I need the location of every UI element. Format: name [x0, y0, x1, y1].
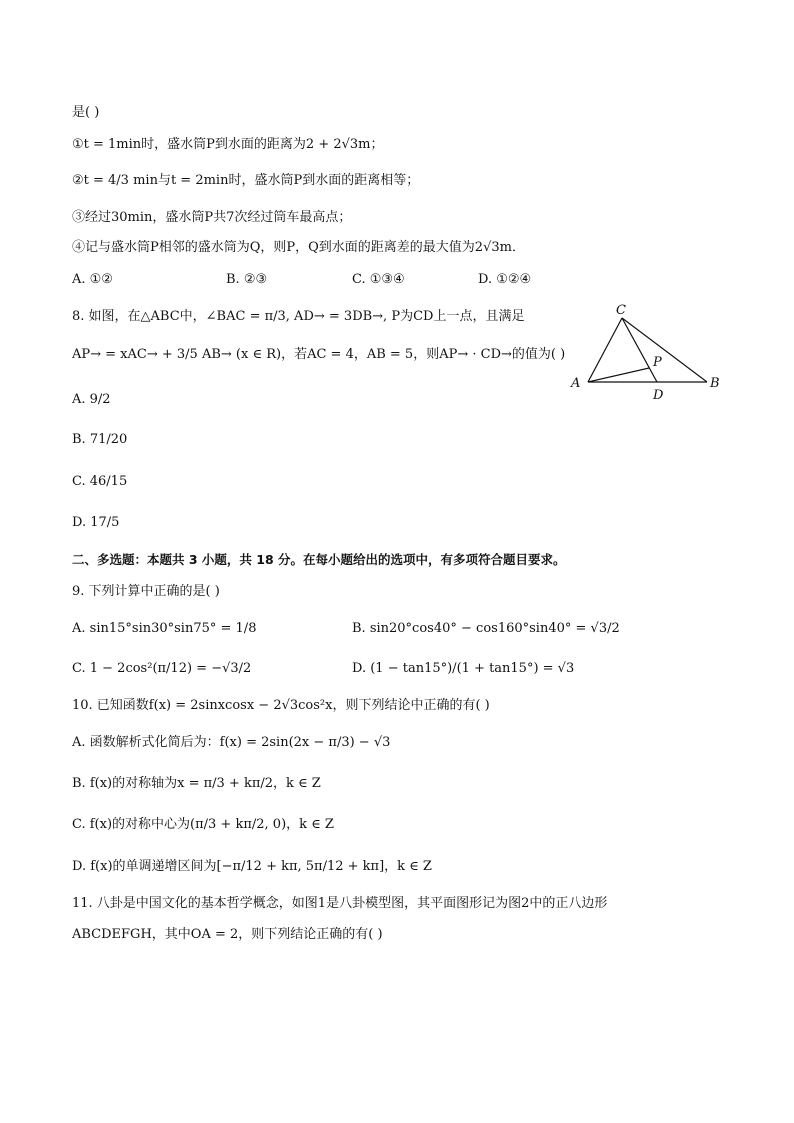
q10-option-d: D. f(x)的单调递增区间为[−π/12 + kπ, 5π/12 + kπ]，k ∈ Z — [72, 859, 432, 874]
segment-ap — [588, 368, 649, 382]
q10-option-c: C. f(x)的对称中心为(π/3 + kπ/2, 0)，k ∈ Z — [72, 817, 334, 832]
label-c: C — [616, 303, 626, 318]
q9-stem: 9. 下列计算中正确的是( ) — [72, 584, 220, 599]
q7-option-c: C. ①③④ — [352, 272, 405, 287]
q8-option-c: C. 46/15 — [72, 474, 128, 489]
q11-stem-line-1: 11. 八卦是中国文化的基本哲学概念，如图1是八卦模型图，其平面图形记为图2中的正八边形 — [72, 896, 608, 911]
label-b: B — [710, 376, 720, 391]
triangle-figure — [565, 298, 735, 408]
q8-stem-line-1: 8. 如图，在△ABC中，∠BAC = π/3, AD→ = 3DB→, P为CD上一点，且满足 — [72, 309, 525, 324]
q10-option-a: A. 函数解析式化简后为：f(x) = 2sin(2x − π/3) − √3 — [72, 735, 391, 750]
q9-option-c: C. 1 − 2cos²(π/12) = −√3/2 — [72, 661, 252, 676]
q9-option-d: D. (1 − tan15°)/(1 + tan15°) = √3 — [352, 661, 575, 676]
q7-statement-4: ④记与盛水筒P相邻的盛水筒为Q，则P，Q到水面的距离差的最大值为2√3m． — [72, 240, 525, 255]
q8-option-d: D. 17/5 — [72, 515, 120, 530]
q7-option-b: B. ②③ — [226, 272, 268, 287]
label-p: P — [653, 355, 662, 370]
q8-stem-line-2: AP→ = xAC→ + 3/5 AB→ (x ∈ R)，若AC = 4，AB = 5，则AP→ · CD→的值为( ) — [72, 347, 566, 362]
label-a: A — [571, 376, 581, 391]
label-d: D — [653, 388, 664, 403]
q11-stem-line-2: ABCDEFGH，其中OA = 2，则下列结论正确的有( ) — [72, 927, 383, 942]
q9-option-a: A. sin15°sin30°sin75° = 1/8 — [72, 621, 257, 636]
segment-ac — [588, 318, 622, 382]
q10-stem: 10. 已知函数f(x) = 2sinxcosx − 2√3cos²x，则下列结论中正确的有( ) — [72, 698, 490, 713]
q7-tail: 是( ) — [72, 105, 100, 120]
q7-statement-2: ②t = 4/3 min与t = 2min时，盛水筒P到水面的距离相等； — [72, 173, 420, 188]
q10-option-b: B. f(x)的对称轴为x = π/3 + kπ/2，k ∈ Z — [72, 776, 321, 791]
section-2-heading: 二、多选题：本题共 3 小题，共 18 分。在每小题给出的选项中，有多项符合题目要求。 — [72, 552, 566, 567]
q7-option-d: D. ①②④ — [478, 272, 532, 287]
q8-option-b: B. 71/20 — [72, 432, 128, 447]
segment-cb — [622, 318, 707, 382]
q7-statement-3: ③经过30min，盛水筒P共7次经过筒车最高点； — [72, 210, 352, 225]
q9-option-b: B. sin20°cos40° − cos160°sin40° = √3/2 — [352, 621, 620, 636]
q7-statement-1: ①t = 1min时，盛水筒P到水面的距离为2 + 2√3m； — [72, 137, 384, 152]
q8-option-a: A. 9/2 — [72, 392, 111, 407]
q7-option-a: A. ①② — [72, 272, 113, 287]
